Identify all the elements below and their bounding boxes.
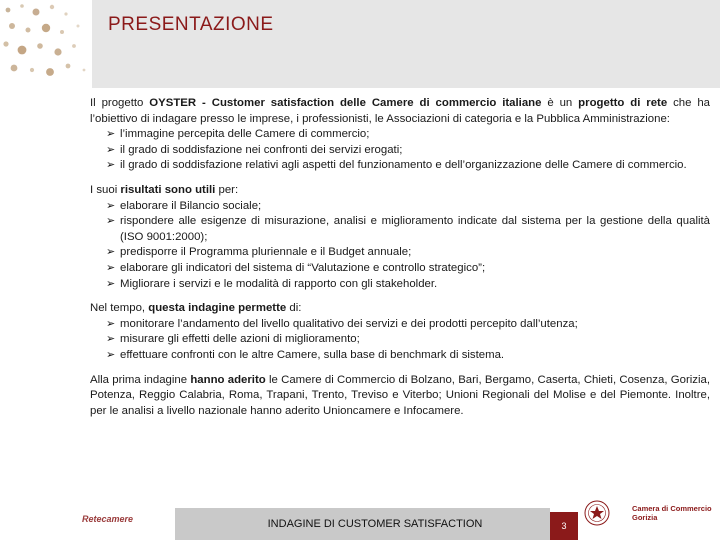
arrow-right-icon: ➢	[106, 277, 116, 290]
list-item	[90, 143, 710, 159]
intro-bold-network: progetto di rete	[578, 97, 668, 109]
results-bullet-list	[90, 199, 710, 293]
list-item-text: il grado di soddisfazione relativi agli aspetti del funzionamento e dell’organizzazione delle Camere di commercio.	[120, 159, 687, 172]
arrow-right-icon: ➢	[106, 215, 116, 228]
over-time-bold: questa indagine permette	[148, 302, 287, 315]
arrow-right-icon: ➢	[106, 317, 116, 330]
list-item	[90, 158, 710, 174]
list-item	[90, 277, 710, 293]
over-time-text-1: Nel tempo,	[90, 302, 149, 315]
over-time-text-2: di:	[286, 302, 302, 315]
first-survey-text-1: Alla prima indagine	[90, 373, 191, 386]
list-item-text: rispondere alle esigenze di misurazione, analisi e miglioramento indicate dal sistema per la gestione della qualità (ISO 9001:2000);	[120, 215, 710, 243]
page-title: PRESENTAZIONE	[108, 14, 274, 35]
arrow-right-icon: ➢	[106, 199, 116, 212]
chamber-logo-text: Camera di Commercio Gorizia	[632, 504, 712, 522]
list-item-text: effettuare confronti con le altre Camere, sulla base di benchmark di sistema.	[120, 348, 505, 361]
list-item	[90, 214, 710, 245]
arrow-right-icon: ➢	[106, 348, 116, 361]
intro-text-2: è un	[541, 97, 579, 109]
arrow-right-icon: ➢	[106, 128, 116, 141]
results-text-1: I suoi	[90, 183, 121, 196]
list-item-text: Migliorare i servizi e le modalità di rapporto con gli stakeholder.	[120, 277, 438, 290]
list-item	[90, 317, 710, 333]
intro-bold-project: OYSTER - Customer satisfaction delle Camere di commercio italiane	[149, 97, 542, 109]
list-item-text: misurare gli effetti delle azioni di miglioramento;	[120, 333, 360, 346]
footer-title: INDAGINE DI CUSTOMER SATISFACTION	[267, 518, 483, 530]
list-item-text: monitorare l’andamento del livello qualitativo dei servizi e dei prodotti percepito dall’utenza;	[120, 317, 578, 330]
intro-text-1: Il progetto	[90, 97, 150, 109]
retecamere-logo: Retecamere	[82, 514, 134, 524]
list-item	[90, 127, 710, 143]
list-item	[90, 332, 710, 348]
intro-paragraph	[90, 96, 710, 127]
arrow-right-icon: ➢	[106, 333, 116, 346]
list-item	[90, 199, 710, 215]
list-item-text: predisporre il Programma pluriennale e il Budget annuale;	[120, 246, 412, 259]
first-survey-text-2: le Camere di Commercio di Bolzano, Bari, Bergamo, Caserta, Chieti, Cosenza, Gorizia, Potenza, Reggio Calabria, Roma, Trapani, Trento, Treviso e Viterbo; Unioni Regionali del Molise e del Piemonte. Inoltre, per le analisi a livello nazionale hanno aderito Unioncamere e Infocamere.	[90, 373, 710, 417]
arrow-right-icon: ➢	[106, 159, 116, 172]
intro-bullet-list	[90, 127, 710, 174]
first-survey-paragraph	[90, 373, 710, 420]
over-time-bullet-list	[90, 317, 710, 364]
results-text-2: per:	[215, 183, 239, 196]
decorative-dots	[0, 0, 92, 88]
arrow-right-icon: ➢	[106, 261, 116, 274]
intro-text-3: che ha l’obiettivo di indagare presso le imprese, i professionisti, le Associazioni di categoria e la Pubblica Amministrazione:	[90, 97, 710, 125]
list-item-text: il grado di soddisfazione nei confronti dei servizi erogati;	[120, 143, 403, 156]
chamber-seal-icon	[584, 500, 610, 526]
list-item	[90, 261, 710, 277]
results-paragraph	[90, 183, 710, 199]
arrow-right-icon: ➢	[106, 246, 116, 259]
list-item-text: elaborare il Bilancio sociale;	[120, 199, 262, 212]
page-number: 3	[550, 512, 578, 540]
first-survey-bold: hanno aderito	[190, 373, 266, 386]
list-item-text: elaborare gli indicatori del sistema di “Valutazione e controllo strategico”;	[120, 261, 486, 274]
over-time-paragraph	[90, 301, 710, 317]
main-content	[90, 96, 710, 428]
list-item-text: l’immagine percepita delle Camere di commercio;	[120, 128, 370, 141]
arrow-right-icon: ➢	[106, 143, 116, 156]
list-item	[90, 245, 710, 261]
results-bold: risultati sono utili	[120, 183, 216, 196]
list-item	[90, 348, 710, 364]
